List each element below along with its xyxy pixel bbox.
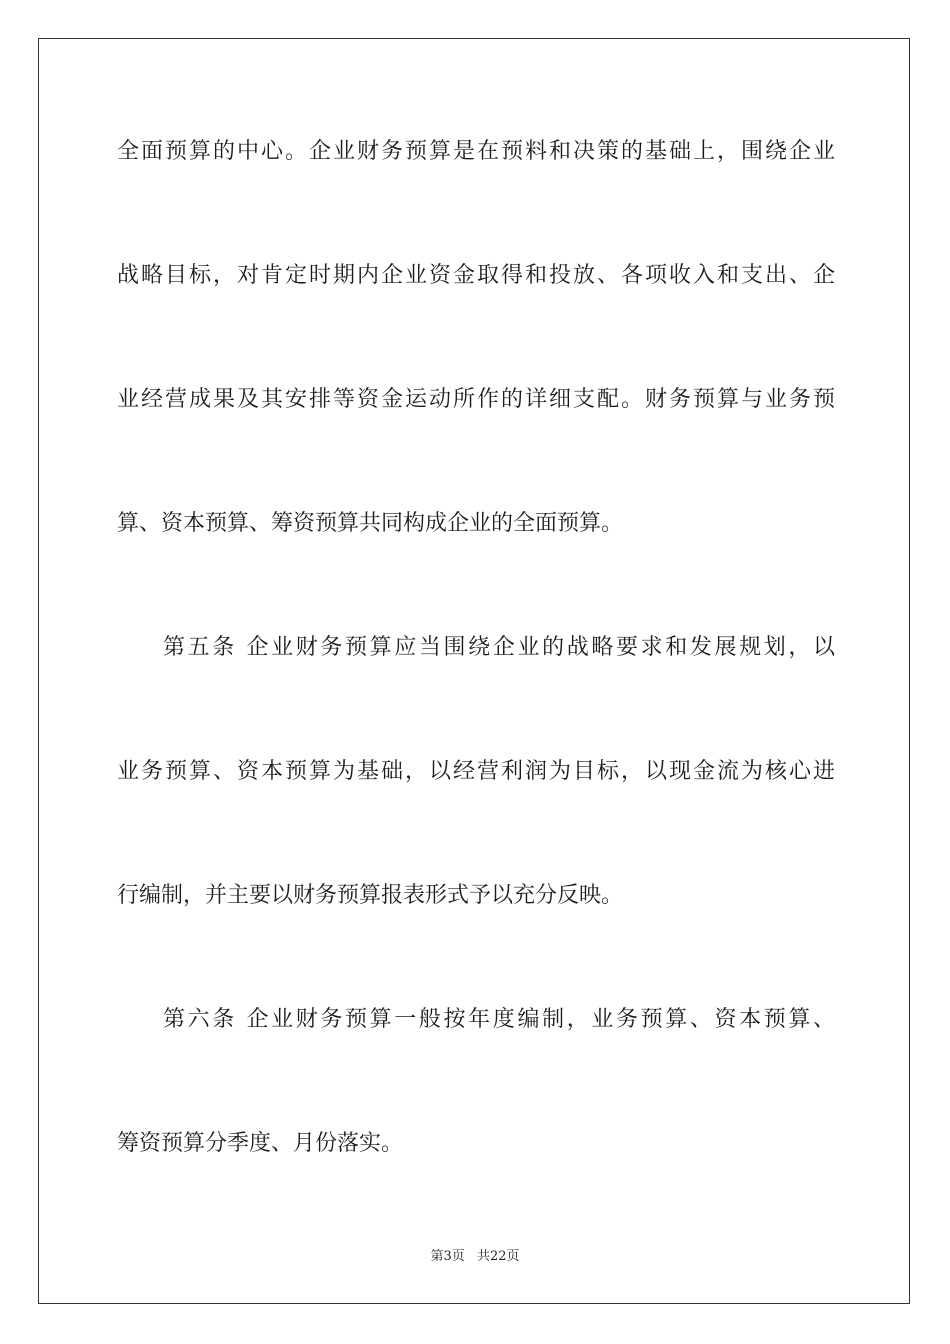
paragraph-line: 业经营成果及其安排等资金运动所作的详细支配。财务预算与业务预 xyxy=(117,387,835,412)
paragraph-line: 业务预算、资本预算为基础，以经营利润为目标，以现金流为核心进 xyxy=(117,759,835,784)
page-footer xyxy=(0,1245,950,1264)
article-5-line: 第五条 企业财务预算应当围绕企业的战略要求和发展规划，以 xyxy=(163,635,835,660)
paragraph-line: 行编制，并主要以财务预算报表形式予以充分反映。 xyxy=(117,883,624,908)
page-frame xyxy=(38,38,910,1304)
current-page-number: 第3页 xyxy=(430,1249,465,1264)
paragraph-line: 全面预算的中心。企业财务预算是在预料和决策的基础上，围绕企业 xyxy=(117,139,835,164)
paragraph-line: 算、资本预算、筹资预算共同构成企业的全面预算。 xyxy=(117,511,624,536)
article-6-line: 第六条 企业财务预算一般按年度编制，业务预算、资本预算、 xyxy=(163,1007,835,1032)
total-pages: 共22页 xyxy=(476,1249,520,1264)
paragraph-line: 战略目标，对肯定时期内企业资金取得和投放、各项收入和支出、企 xyxy=(117,263,835,288)
paragraph-line: 筹资预算分季度、月份落实。 xyxy=(117,1131,404,1156)
